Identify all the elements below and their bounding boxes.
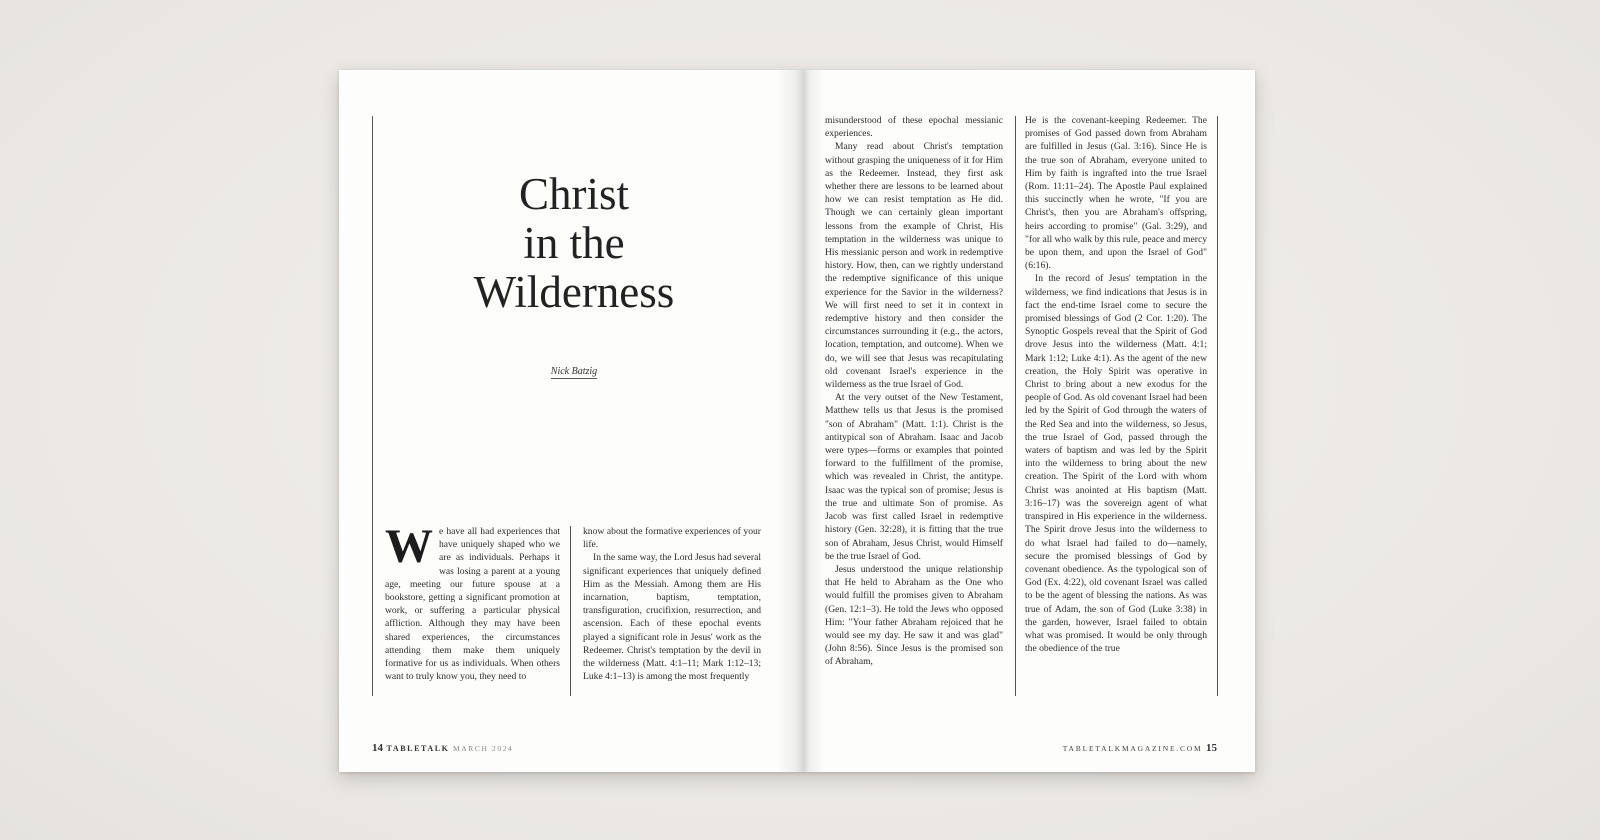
issue-date: MARCH 2024 <box>453 744 514 753</box>
right-folio <box>1063 742 1217 754</box>
right-column-1 <box>825 114 1003 669</box>
paragraph: misunderstood of these epochal messianic experiences. <box>825 115 1003 140</box>
page-number: 15 <box>1206 742 1217 754</box>
column-rule <box>1015 116 1016 696</box>
gutter-shadow <box>803 70 825 772</box>
page-number: 14 <box>372 742 383 754</box>
paragraph-text: e have all had experiences that have uniquely shaped who we are as individuals. Perhaps it was losing a parent at a young age, meeting our future spouse at a bookstore, getting a significant promotion at work, or suffering a particular physical affliction. Although they may have been shared experiences, the circumstances attending them make them uniquely formative for us as individuals. When others want to truly know you, they need to <box>385 526 560 683</box>
paragraph: know about the formative experiences of your life. <box>583 526 761 551</box>
paragraph: He is the covenant-keeping Redeemer. The promises of God passed down from Abraham are fulfilled in Jesus (Gal. 3:16). Since He is the true son of Abraham, everyone united to Him by faith is ingrafted into the true Israel (Rom. 11:11–24). The Apostle Paul explained this succinctly when he wrote, "If you are Christ's, then you are Abraham's offspring, heirs according to promise" (Gal. 3:29), and "for all who walk by this rule, peace and mercy be upon them, and upon the Israel of God" (6:16). <box>1025 115 1207 272</box>
left-margin-rule <box>372 116 373 696</box>
left-column-1 <box>385 525 560 683</box>
paragraph: Jesus understood the unique relationship that He held to Abraham as the One who would fulfill the promises given to Abraham (Gen. 12:1–3). He told the Jews who opposed Him: "Your father Abraham rejoiced that he would see my day. He saw it and was glad" (John 8:56). Since Jesus is the promised son of Abraham, <box>825 563 1003 668</box>
title-line-2: in the <box>523 218 625 268</box>
drop-cap: W <box>385 525 433 573</box>
paragraph: In the same way, the Lord Jesus had several significant experiences that uniquely defined Him as the Messiah. Among them are His incarnation, baptism, temptation, transfiguration, crucifixion, resurrection, and ascension. Each of these epochal events played a significant role in Jesus' work as the Redeemer. Christ's temptation by the devil in the wilderness (Matt. 4:1–11; Mark 1:12–13; Luke 4:1–13) is among the most frequently <box>583 552 761 683</box>
website: TABLETALKMAGAZINE.COM <box>1062 744 1203 753</box>
left-column-2 <box>583 525 761 683</box>
magazine-spread <box>339 70 1255 772</box>
paragraph: Many read about Christ's temptation without grasping the uniqueness of it for Him as the Redeemer. Instead, they first ask whether there are lessons to be learned about how we can resist temptation as He did. Though we can certainly glean important lessons from the example of Christ, His temptation in the wilderness was unique to His messianic person and work in redemptive history. How, then, can we rightly understand the redemptive significance of this unique experience for the Savior in the wilderness? We will first need to set it in context in redemptive history and then consider the circumstances surrounding it (e.g., the actors, location, temptation, and outcome). When we do, we will see that Jesus was recapitulating old covenant Israel's experience in the wilderness as the true Israel of God. <box>825 141 1003 391</box>
paragraph <box>385 525 560 683</box>
article-title <box>419 170 729 317</box>
gutter-shadow <box>777 70 803 772</box>
title-line-3: Wilderness <box>473 267 675 317</box>
right-page <box>803 70 1255 772</box>
left-page <box>339 70 803 772</box>
magazine-name: TABLETALK <box>386 744 450 753</box>
title-line-1: Christ <box>518 169 630 219</box>
paragraph: In the record of Jesus' temptation in the wilderness, we find indications that Jesus is in fact the end-time Israel come to secure the promised blessings of God (2 Cor. 1:20). The Synoptic Gospels reveal that the Spirit of God drove Jesus into the wilderness (Matt. 4:1; Mark 1:12; Luke 4:1). As the agent of the new creation, the Holy Spirit was operative in Christ to bring about a new exodus for the people of God. As old covenant Israel had been led by the Spirit of God through the waters of the Red Sea and into the wilderness, so Jesus, the true Israel of God, passed through the waters of baptism and was led by the Spirit into the wilderness to bring about the new creation. The Spirit of the Lord with whom Christ was anointed at His baptism (Matt. 3:16–17) was the sovereign agent of what transpired in His experience in the wilderness. The Spirit drove Jesus into the wilderness to do what Israel had failed to do—namely, secure the promised blessings of God by covenant obedience. As the typological son of God (Ex. 4:22), old covenant Israel was called to be the agent of blessing the nations. As was true of Adam, the son of God (Luke 3:38) in the garden, however, Israel failed to obtain what was promised. It would be only through the obedience of the true <box>1025 273 1207 655</box>
right-column-2 <box>1025 114 1207 655</box>
left-folio <box>372 742 513 754</box>
column-rule <box>570 526 571 696</box>
paragraph: At the very outset of the New Testament, Matthew tells us that Jesus is the promised "son of Abraham" (Matt. 1:1). Christ is the antitypical son of Abraham. Isaac and Jacob were types—forms or examples that pointed forward to the fulfillment of the promise, which was revealed in Christ, the antitype. Isaac was the typical son of promise; Jesus is the true and ultimate Son of promise. As Jacob was first called Israel in redemptive history (Gen. 32:28), it is fitting that the true son of Abraham, Jesus Christ, would Himself be the true Israel of God. <box>825 392 1003 562</box>
author-name: Nick Batzig <box>550 366 598 377</box>
byline <box>489 366 659 379</box>
right-margin-rule <box>1217 116 1218 696</box>
